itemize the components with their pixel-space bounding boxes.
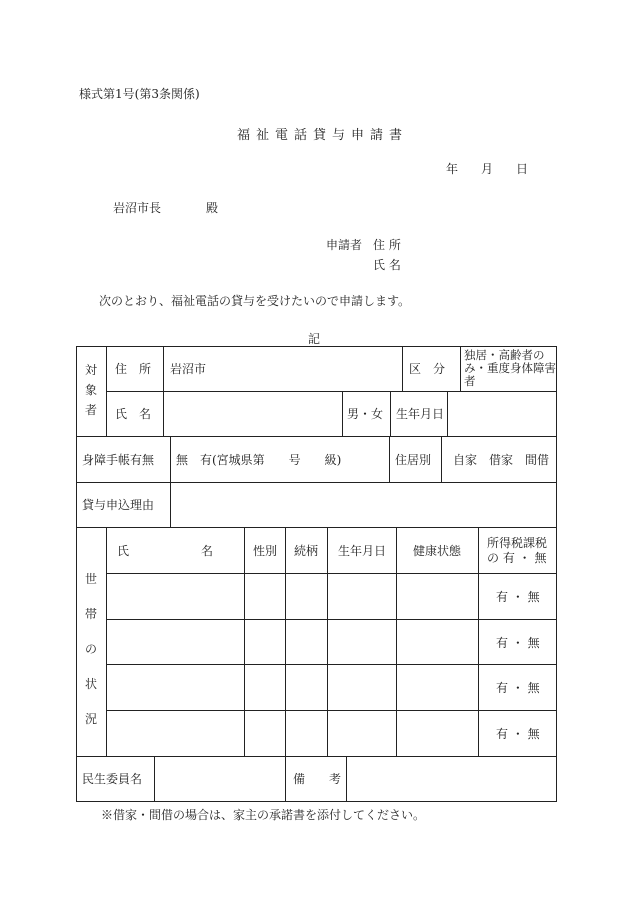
handbook-value: 無 有(宮城県第 号 級) [176, 453, 342, 467]
name-label: 氏 名 [115, 407, 152, 421]
addressee: 岩沼市長 [113, 201, 162, 215]
intro-text: 次のとおり、福祉電話の貸与を受けたいので申請します。 [99, 294, 411, 308]
household-header-birth: 生年月日 [338, 544, 387, 558]
address-value: 岩沼市 [170, 362, 207, 376]
gender-options: 男・女 [347, 407, 384, 421]
applicant-address-label: 住 所 [373, 238, 401, 252]
page-title: 福祉電話貸与申請書 [237, 128, 409, 143]
remarks-label: 備 考 [293, 772, 342, 786]
date-year-label: 年 [446, 162, 459, 176]
household-header-name: 氏 名 [117, 544, 214, 558]
residence-label: 住居別 [395, 453, 432, 467]
date-day-label: 日 [516, 162, 529, 176]
category-label: 区 分 [409, 362, 446, 376]
handbook-label: 身障手帳有無 [82, 453, 155, 467]
honorific: 殿 [206, 201, 219, 215]
applicant-label: 申請者 [326, 238, 363, 252]
commissioner-label: 民生委員名 [82, 772, 143, 786]
household-label: 世帯の状況 [85, 572, 98, 726]
address-label: 住 所 [115, 362, 152, 376]
household-header-tax: 所得税課税の 有 ・ 無 [487, 536, 548, 565]
ki-label: 記 [308, 332, 321, 346]
form-number: 様式第1号(第3条関係) [79, 87, 200, 101]
birth-label: 生年月日 [396, 407, 445, 421]
reason-label: 貸与申込理由 [82, 498, 155, 512]
tax-option-row-4: 有 ・ 無 [496, 727, 540, 741]
tax-option-row-2: 有 ・ 無 [496, 636, 540, 650]
footer-note: ※借家・間借の場合は、家主の承諾書を添付してください。 [101, 808, 426, 822]
household-header-gender: 性別 [253, 544, 278, 558]
subject-label: 対象者 [85, 363, 98, 417]
date-month-label: 月 [481, 162, 494, 176]
household-header-health: 健康状態 [413, 544, 462, 558]
category-value: 独居・高齢者のみ・重度身体障害者 [464, 348, 556, 388]
tax-option-row-3: 有 ・ 無 [496, 681, 540, 695]
residence-options: 自家 借家 間借 [453, 453, 550, 467]
applicant-name-label: 氏 名 [373, 258, 401, 272]
household-header-relation: 続柄 [294, 544, 319, 558]
tax-option-row-1: 有 ・ 無 [496, 590, 540, 604]
